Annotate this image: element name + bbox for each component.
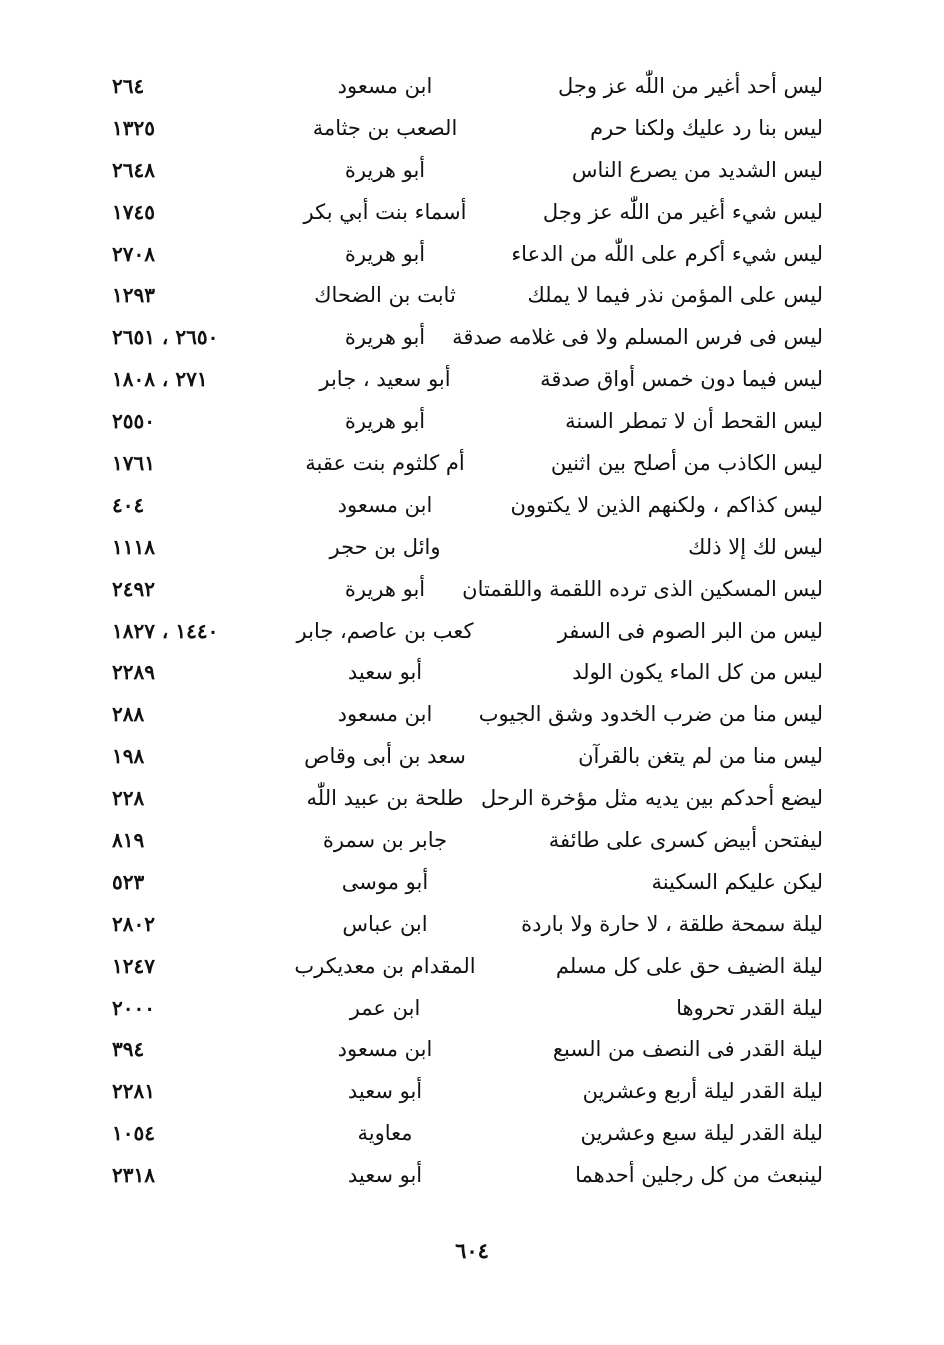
hadith-number: ٤٠٤ [112, 492, 145, 517]
hadith-text: ليس الشديد من يصرع الناس [571, 157, 823, 182]
index-row [0, 904, 944, 946]
hadith-text: ليلة الضيف حق على كل مسلم [555, 953, 823, 978]
hadith-number: ١٣٢٥ [112, 115, 155, 140]
hadith-text: ليكن عليكم السكينة [651, 869, 823, 894]
index-row [0, 317, 944, 359]
hadith-number: ٢٨٨ [112, 702, 145, 727]
index-row [0, 359, 944, 401]
index-row [0, 988, 944, 1030]
hadith-text: ليضع أحدكم بين يديه مثل مؤخرة الرحل [481, 786, 823, 811]
hadith-text: ليس المسكين الذى ترده اللقمة واللقمتان [462, 576, 823, 601]
narrator-name: ابن مسعود [337, 492, 433, 517]
hadith-number: ٢٢٨٩ [112, 660, 155, 685]
narrator-name: أبو سعيد [347, 1079, 423, 1104]
narrator-name: كعب بن عاصم، جابر [296, 618, 474, 643]
hadith-number: ١٢٤٧ [112, 953, 155, 978]
index-row [0, 150, 944, 192]
hadith-number: ٢٦٤ [112, 74, 145, 98]
hadith-number: ٢٦٤٨ [112, 157, 155, 182]
narrator-name: معاوية [357, 1121, 413, 1146]
hadith-text: ليس لك إلا ذلك [688, 534, 823, 559]
hadith-text: لينبعث من كل رجلين أحدهما [575, 1163, 823, 1188]
hadith-number: ٢٦٥٠ ، ٢٦٥١ [112, 325, 219, 350]
hadith-number: ٢٠٠٠ [112, 995, 155, 1020]
hadith-text: ليس شيء أكرم على اللّٰه من الدعاء [511, 241, 823, 266]
narrator-name: ابن مسعود [337, 74, 433, 98]
hadith-number: ٢٨٠٢ [112, 911, 155, 936]
index-row [0, 1071, 944, 1113]
hadith-text: ليلة القدر ليلة سبع وعشرين [580, 1121, 823, 1146]
narrator-name: أسماء بنت أبي بكر [303, 199, 467, 224]
hadith-text: ليلة سمحة طلقة ، لا حارة ولا باردة [521, 911, 823, 936]
hadith-text: ليس منا من لم يتغن بالقرآن [578, 744, 823, 769]
index-row [0, 946, 944, 988]
hadith-number: ٨١٩ [112, 828, 145, 853]
narrator-name: جابر بن سمرة [322, 828, 448, 853]
hadith-text: ليلة القدر تحروها [676, 995, 823, 1020]
narrator-name: ثابت بن الضحاك [314, 283, 456, 308]
narrator-name: أبو سعيد ، جابر [319, 367, 451, 392]
hadith-number: ٢٧٠٨ [112, 241, 155, 266]
hadith-text: ليس فيما دون خمس أواق صدقة [540, 367, 823, 392]
narrator-name: ابن عباس [342, 911, 428, 936]
hadith-text: ليس شيء أغير من اللّٰه عز وجل [542, 199, 823, 224]
hadith-text: ليس على المؤمن نذر فيما لا يملك [527, 283, 823, 308]
index-row [0, 66, 944, 108]
index-row [0, 652, 944, 694]
hadith-text: ليس الكاذب من أصلح بين اثنين [550, 451, 823, 476]
hadith-number: ٥٢٣ [112, 869, 145, 894]
index-row [0, 862, 944, 904]
narrator-name: أبو سعيد [347, 1163, 423, 1188]
hadith-text: ليس أحد أغير من اللّٰه عز وجل [558, 74, 823, 98]
narrator-name: سعد بن أبى وقاص [304, 744, 466, 769]
narrator-name: أبو موسى [341, 869, 429, 894]
index-row [0, 108, 944, 150]
page-number: ٦٠٤ [455, 1238, 489, 1263]
hadith-number: ٢٥٥٠ [112, 409, 155, 434]
hadith-number: ١٧٤٥ [112, 199, 155, 224]
index-row [0, 1155, 944, 1197]
hadith-text: ليس من البر الصوم فى السفر [557, 618, 823, 643]
hadith-text: ليس بنا رد عليك ولكنا حرم [590, 115, 823, 140]
index-row [0, 1113, 944, 1155]
narrator-name: أبو هريرة [344, 576, 426, 601]
index-row [0, 275, 944, 317]
narrator-name: ابن مسعود [337, 702, 433, 727]
narrator-name: وائل بن حجر [329, 534, 441, 559]
hadith-text: ليفتحن أبيض كسرى على طائفة [548, 828, 823, 853]
index-row [0, 1029, 944, 1071]
index-row [0, 527, 944, 569]
hadith-number: ٢٧١ ، ١٨٠٨ [112, 367, 208, 392]
index-row [0, 234, 944, 276]
hadith-number: ١٩٨ [112, 744, 145, 769]
index-row [0, 694, 944, 736]
index-row [0, 820, 944, 862]
narrator-name: أبو هريرة [344, 325, 426, 350]
hadith-number: ٣٩٤ [112, 1037, 145, 1062]
index-row [0, 611, 944, 653]
index-row [0, 569, 944, 611]
hadith-index-table [0, 66, 944, 1197]
hadith-text: ليلة القدر ليلة أربع وعشرين [582, 1079, 823, 1104]
narrator-name: أبو هريرة [344, 409, 426, 434]
index-row [0, 778, 944, 820]
index-row [0, 485, 944, 527]
hadith-text: ليس فى فرس المسلم ولا فى غلامه صدقة [452, 325, 823, 350]
hadith-text: ليس كذاكم ، ولكنهم الذين لا يكتوون [510, 492, 823, 517]
hadith-number: ١٠٥٤ [112, 1121, 155, 1146]
narrator-name: أبو سعيد [347, 660, 423, 685]
hadith-number: ٢٣١٨ [112, 1163, 155, 1188]
narrator-name: طلحة بن عبيد اللّٰه [306, 786, 464, 811]
hadith-text: ليس منا من ضرب الخدود وشق الجيوب [478, 702, 823, 727]
hadith-number: ١١١٨ [112, 534, 155, 559]
hadith-text: ليس من كل الماء يكون الولد [572, 660, 823, 685]
hadith-text: ليس القحط أن لا تمطر السنة [565, 409, 823, 434]
narrator-name: الصعب بن جثامة [312, 115, 458, 140]
hadith-text: ليلة القدر فى النصف من السبع [552, 1037, 823, 1062]
hadith-number: ١٧٦١ [112, 451, 155, 476]
hadith-number: ١٢٩٣ [112, 283, 155, 308]
hadith-number: ٢٢٨١ [112, 1079, 155, 1104]
narrator-name: المقدام بن معديكرب [294, 953, 476, 978]
hadith-number: ١٤٤٠ ، ١٨٢٧ [112, 618, 219, 643]
narrator-name: ابن عمر [349, 995, 421, 1020]
index-row [0, 401, 944, 443]
narrator-name: أبو هريرة [344, 157, 426, 182]
index-row [0, 736, 944, 778]
narrator-name: أم كلثوم بنت عقبة [305, 451, 465, 476]
index-row [0, 443, 944, 485]
hadith-number: ٢٢٨ [112, 786, 145, 811]
hadith-number: ٢٤٩٢ [112, 576, 155, 601]
narrator-name: أبو هريرة [344, 241, 426, 266]
narrator-name: ابن مسعود [337, 1037, 433, 1062]
index-row [0, 192, 944, 234]
